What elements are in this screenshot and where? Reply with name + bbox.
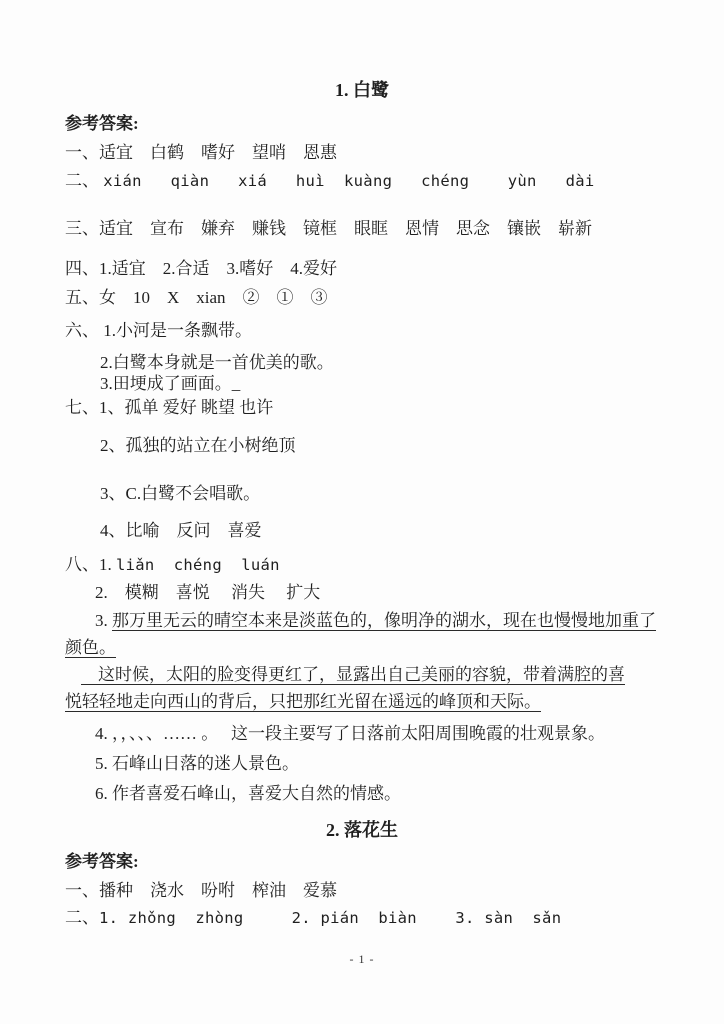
lesson1-q2-pinyin-line bbox=[65, 168, 594, 194]
lesson1-q7-item2: 2、孤独的站立在小树绝顶 bbox=[100, 436, 296, 455]
lesson1-q8-item1-pinyin: liǎn chéng luán bbox=[116, 556, 280, 574]
lesson1-q8-item3-underlined-sentence: 那万里无云的晴空本来是淡蓝色的，像明净的湖水，现在也慢慢地加重了颜色。 bbox=[65, 611, 656, 657]
lesson1-q7-item3: 3、C.白鹭不会唱歌。 bbox=[100, 484, 261, 503]
lesson2-title: 2. 落花生 bbox=[326, 820, 398, 840]
lesson2-answer-key-label: 参考答案: bbox=[65, 852, 139, 871]
lesson1-q6-item2: 2.白鹭本身就是一首优美的歌。 bbox=[100, 353, 334, 372]
lesson2-q2-pinyin: 1. zhǒng zhòng 2. pián biàn 3. sàn sǎn bbox=[99, 909, 562, 927]
lesson1-q8-item1-prefix: 八、1. bbox=[65, 555, 116, 574]
lesson1-q8-item4: 4. ，，、、、…… 。 这一段主要写了日落前太阳周围晚霞的壮观景象。 bbox=[95, 724, 605, 743]
lesson1-q8-item3-number: 3. bbox=[95, 611, 112, 630]
lesson1-q8-item6: 6. 作者喜爱石峰山，喜爱大自然的情感。 bbox=[95, 784, 401, 803]
lesson1-q8-item2: 2. 模糊 喜悦 消失 扩大 bbox=[95, 583, 321, 602]
lesson1-q8-item5: 5. 石峰山日落的迷人景色。 bbox=[95, 754, 299, 773]
lesson1-q6-item1: 六、 1.小河是一条飘带。 bbox=[65, 321, 252, 340]
lesson1-q5-answers: 五、女 10 X xian ② ① ③ bbox=[65, 288, 328, 307]
lesson1-q1-words: 一、适宜 白鹤 嗜好 望哨 恩惠 bbox=[65, 143, 337, 162]
lesson1-title: 1. 白鹭 bbox=[335, 80, 389, 100]
lesson1-q2-pinyin: xián qiàn xiá huì kuàng chéng yùn dài bbox=[103, 172, 595, 190]
lesson1-q3-words: 三、适宜 宣布 嫌弃 赚钱 镜框 眼眶 恩情 思念 镶嵌 崭新 bbox=[65, 219, 592, 238]
lesson1-q6-item3: 3.田埂成了画面。_ bbox=[100, 374, 241, 393]
lesson1-q8-item3-line bbox=[65, 607, 667, 661]
lesson1-q7-item4: 4、比喻 反问 喜爱 bbox=[100, 521, 262, 540]
lesson1-q2-prefix: 二、 bbox=[65, 171, 104, 190]
lesson2-q2-prefix: 二、 bbox=[65, 908, 99, 927]
lesson1-q7-item1: 七、1、孤单 爱好 眺望 也许 bbox=[65, 398, 274, 417]
lesson1-answer-key-label: 参考答案: bbox=[65, 114, 139, 133]
lesson1-q4-choices: 四、1.适宜 2.合适 3.嗜好 4.爱好 bbox=[65, 259, 337, 278]
page-number: - 1 - bbox=[349, 952, 375, 966]
lesson2-q2-pinyin-line bbox=[65, 905, 561, 931]
lesson1-q8-sunset-line bbox=[65, 661, 627, 715]
lesson2-q1-words: 一、播种 浇水 吩咐 榨油 爱慕 bbox=[65, 881, 337, 900]
lesson1-q8-sunset-underlined-sentence: 这时候，太阳的脸变得更红了，显露出自己美丽的容貌，带着满腔的喜悦轻轻地走向西山的背后，只把那红光留在遥远的峰顶和天际。 bbox=[65, 665, 625, 711]
lesson1-q8-item1-line bbox=[65, 552, 280, 578]
